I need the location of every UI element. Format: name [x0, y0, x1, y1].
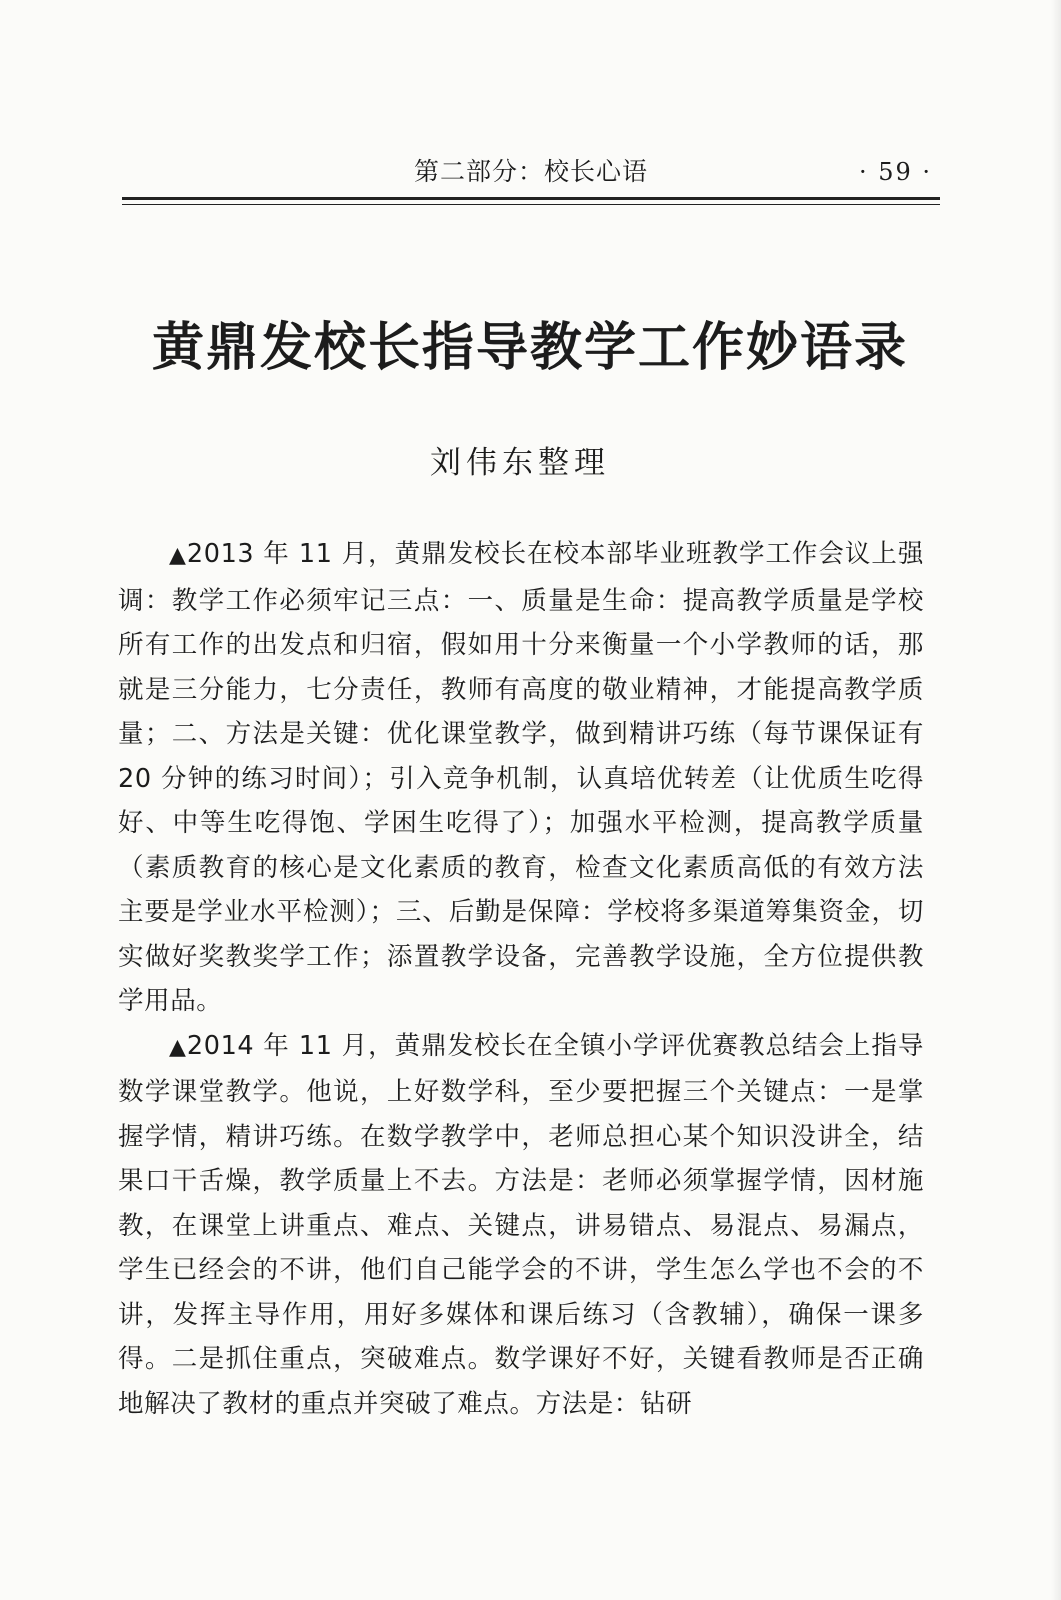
header-rule-thin: [122, 204, 940, 205]
paragraph-text: 2013 年 11 月，黄鼎发校长在校本部毕业班教学工作会议上强调：教学工作必须牢记三点：一、质量是生命：提高教学质量是学校所有工作的出发点和归宿，假如用十分来衡量一个小学教师的话，那就是三分能力，七分责任，教师有高度的敬业精神，才能提高教学质量；二、方法是关键：优化课堂教学，做到精讲巧练（每节课保证有 20 分钟的练习时间）；引入竞争机制，认真培优转差（让优质生吃得好、中等生吃得饱、学困生吃得了）；加强水平检测，提高教学质量（素质教育的核心是文化素质的教育，检查文化素质高低的有效方法主要是学业水平检测）；三、后勤是保障：学校将多渠道筹集资金，切实做好奖教奖学工作；添置教学设备，完善教学设施，全方位提供教学用品。: [118, 539, 924, 1016]
running-head: [122, 150, 940, 194]
article-title: 黄鼎发校长指导教学工作妙语录: [151, 317, 908, 378]
paragraph: [118, 532, 924, 1024]
section-title: 第二部分：校长心语: [413, 157, 648, 186]
page-number: · 59 ·: [858, 158, 932, 186]
header-rule-thick: [122, 197, 940, 200]
byline: 刘伟东整理: [430, 445, 610, 481]
scan-edge-shadow: [1051, 0, 1061, 1600]
article-body: [118, 532, 924, 1426]
paragraph-text: 2014 年 11 月，黄鼎发校长在全镇小学评优赛教总结会上指导数学课堂教学。他说，上好数学科，至少要把握三个关键点：一是掌握学情，精讲巧练。在数学教学中，老师总担心某个知识没讲全，结果口干舌燥，教学质量上不去。方法是：老师必须掌握学情，因材施教，在课堂上讲重点、难点、关键点，讲易错点、易混点、易漏点，学生已经会的不讲，他们自己能学会的不讲，学生怎么学也不会的不讲，发挥主导作用，用好多媒体和课后练习（含教辅），确保一课多得。二是抓住重点，突破难点。数学课好不好，关键看教师是否正确地解决了教材的重点并突破了难点。方法是：钻研: [118, 1030, 924, 1419]
triangle-marker-icon: ▲: [169, 1034, 187, 1060]
triangle-marker-icon: ▲: [169, 543, 187, 568]
paragraph: [118, 1024, 924, 1427]
